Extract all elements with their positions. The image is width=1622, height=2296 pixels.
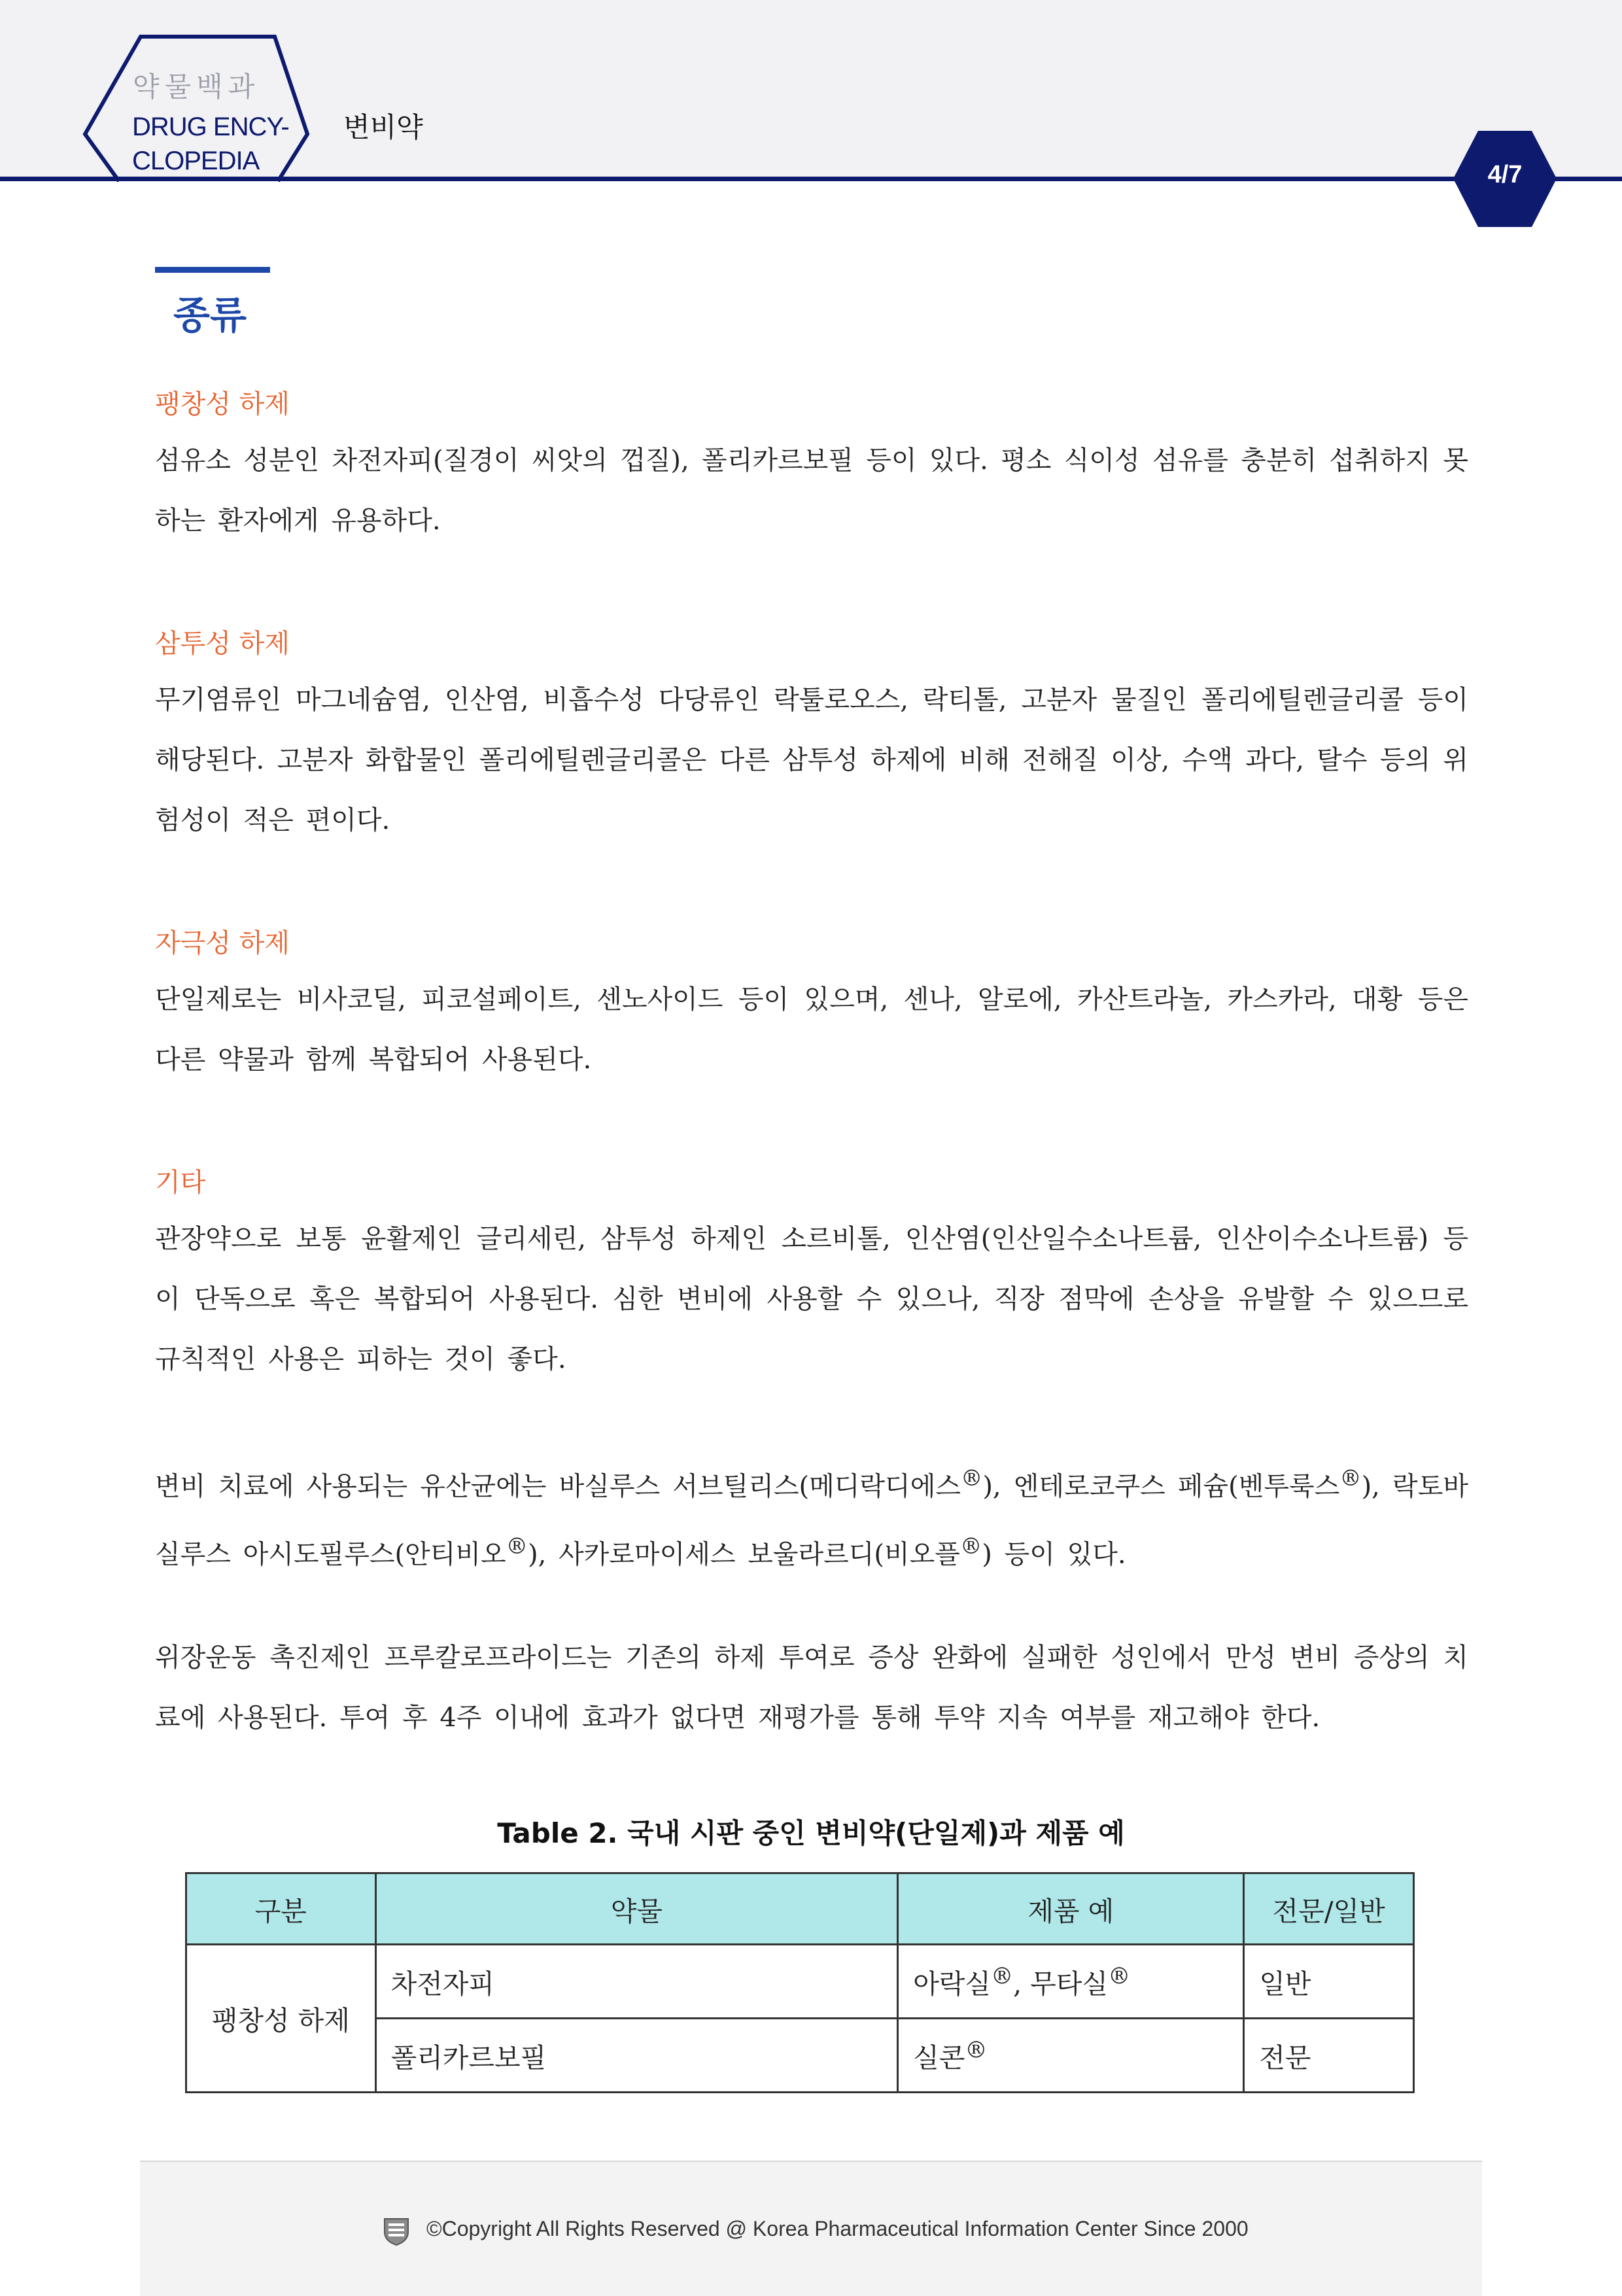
kpic-seal-icon bbox=[382, 2215, 411, 2246]
registered-mark: ® bbox=[1339, 1465, 1362, 1491]
logo-english-text bbox=[132, 110, 289, 178]
section-title-bar bbox=[155, 267, 270, 273]
subsection-heading-stimulant: 자극성 하제 bbox=[155, 928, 290, 958]
logo-korean-text: 약물백과 bbox=[133, 71, 260, 103]
table-header-category: 구분 bbox=[186, 1873, 376, 1945]
page-number: 4/7 bbox=[1487, 161, 1523, 188]
registered-mark: ® bbox=[960, 1465, 983, 1491]
registered-mark: ® bbox=[1108, 1962, 1131, 1989]
table-caption: Table 2. 국내 시판 중인 변비약(단일제)과 제품 예 bbox=[497, 1817, 1125, 1849]
registered-mark: ® bbox=[959, 1533, 982, 1559]
table-cell-type: 일반 bbox=[1244, 1945, 1414, 2019]
table-header-product: 제품 예 bbox=[898, 1873, 1244, 1945]
table-cell-drug: 폴리카르보필 bbox=[375, 2019, 898, 2093]
table-cell-category: 팽창성 하제 bbox=[186, 1945, 376, 2093]
registered-mark: ® bbox=[991, 1962, 1014, 1989]
section-title: 종류 bbox=[173, 293, 247, 338]
subsection-body-bulking: 섬유소 성분인 차전자피(질경이 씨앗의 껍질), 폴리카르보필 등이 있다. 평소 식이성 섬유를 충분히 섭취하지 못하는 환자에게 유용하다. bbox=[155, 445, 1468, 536]
subsection-heading-other: 기타 bbox=[155, 1168, 206, 1198]
footer-copyright: ©Copyright All Rights Reserved @ Korea Pharmaceutical Information Center Since 2000 bbox=[426, 2217, 1249, 2240]
probiotics-paragraph: 변비 치료에 사용되는 유산균에는 바실루스 서브틸리스(메디락디에스®), 엔테로코쿠스 페슘(벤투룩스®), 락토바실루스 아시도필루스(안티비오®), 사카로마이세스 보울라르디(비오플®) 등이 있다. bbox=[155, 1465, 1468, 1570]
logo-english-line2: CLOPEDIA bbox=[132, 147, 260, 175]
prucalopride-paragraph: 위장운동 촉진제인 프루칼로프라이드는 기존의 하제 투여로 증상 완화에 실패한 성인에서 만성 변비 증상의 치료에 사용된다. 투여 후 4주 이내에 효과가 없다면 재평가를 통해 투약 지속 여부를 재고해야 한다. bbox=[155, 1643, 1468, 1733]
table-cell-product: 아락실®, 무타실® bbox=[898, 1945, 1244, 2019]
registered-mark: ® bbox=[965, 2036, 988, 2063]
subsection-body-stimulant: 단일제로는 비사코딜, 피코설페이트, 센노사이드 등이 있으며, 센나, 알로에, 카산트라놀, 카스카라, 대황 등은 다른 약물과 함께 복합되어 사용된다. bbox=[155, 984, 1468, 1075]
document-title: 변비약 bbox=[343, 111, 423, 143]
subsection-body-osmotic: 무기염류인 마그네슘염, 인산염, 비흡수성 다당류인 락툴로오스, 락티톨, 고분자 물질인 폴리에틸렌글리콜 등이 해당된다. 고분자 화합물인 폴리에틸렌글리콜은 다른 삼투성 하제에 비해 전해질 이상, 수액 과다, 탈수 등의 위험성이 적은 편이다. bbox=[155, 685, 1468, 835]
table-cell-product: 실콘® bbox=[898, 2019, 1244, 2093]
table-header-type: 전문/일반 bbox=[1244, 1873, 1414, 1945]
logo-english-line1: DRUG ENCY- bbox=[132, 113, 289, 141]
table-cell-type: 전문 bbox=[1244, 2019, 1414, 2093]
registered-mark: ® bbox=[506, 1533, 528, 1559]
subsection-body-other: 관장약으로 보통 윤활제인 글리세린, 삼투성 하제인 소르비톨, 인산염(인산일수소나트륨, 인산이수소나트륨) 등이 단독으로 혹은 복합되어 사용된다. 심한 변비에 사용할 수 있으나, 직장 점막에 손상을 유발할 수 있으므로 규칙적인 사용은 피하는 것이 좋다. bbox=[155, 1224, 1468, 1374]
table-header-drug: 약물 bbox=[375, 1873, 898, 1945]
subsection-heading-osmotic: 삼투성 하제 bbox=[155, 629, 290, 659]
laxative-products-table bbox=[185, 1872, 1415, 2093]
table-header-row bbox=[186, 1873, 1414, 1945]
table-cell-drug: 차전자피 bbox=[375, 1945, 898, 2019]
table-row bbox=[186, 1945, 1414, 2019]
subsection-heading-bulking: 팽창성 하제 bbox=[155, 389, 290, 419]
